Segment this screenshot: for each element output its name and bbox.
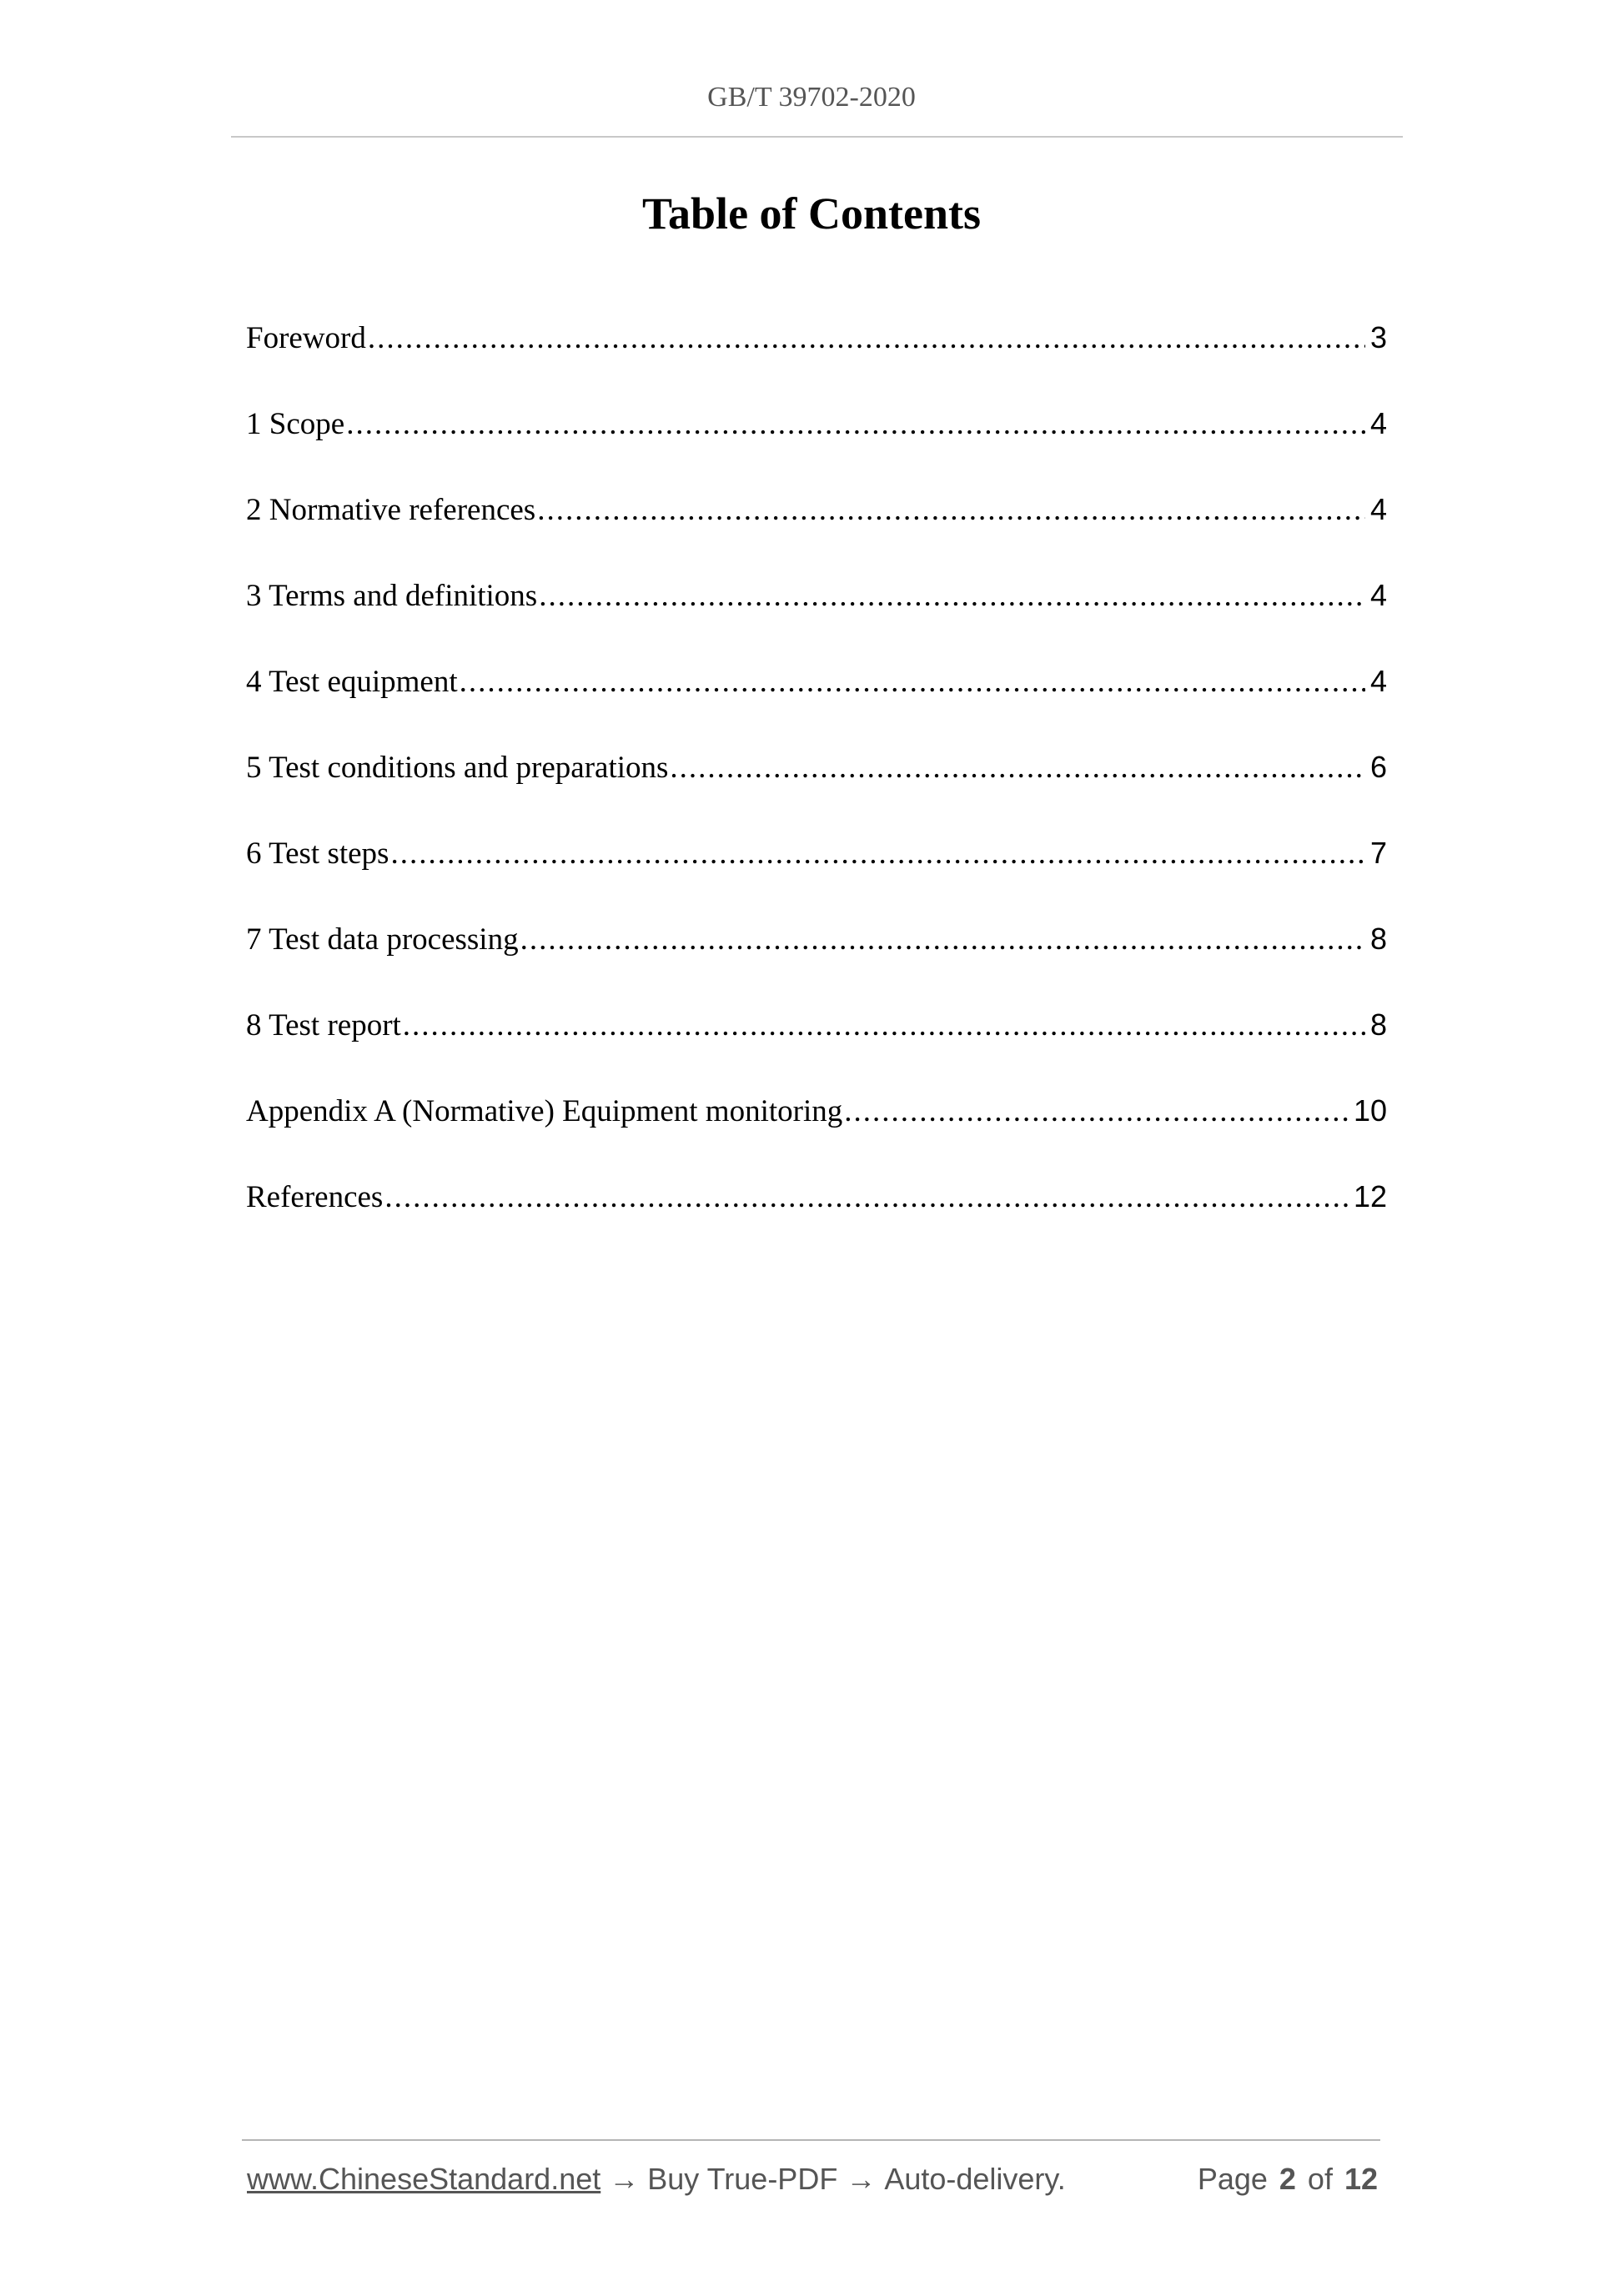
toc-entry-label[interactable]: Appendix A (Normative) Equipment monitoring: [246, 1094, 843, 1128]
footer-promo: [247, 2162, 1198, 2197]
toc-entry-label[interactable]: 3 Terms and definitions: [246, 579, 538, 613]
footer-divider: [242, 2139, 1380, 2141]
toc-dot-leader: [368, 320, 1365, 356]
toc-entry[interactable]: [246, 1007, 1387, 1093]
header-doc-id: GB/T 39702-2020: [707, 82, 916, 113]
page-indicator: [1198, 2162, 1378, 2197]
toc-entry[interactable]: [246, 836, 1387, 922]
toc-dot-leader: [403, 1007, 1365, 1043]
toc-entry-page: 7: [1369, 836, 1387, 870]
toc-entry[interactable]: [246, 406, 1387, 492]
toc-dot-leader: [520, 922, 1365, 957]
toc-dot-leader: [384, 1179, 1349, 1215]
toc-title: Table of Contents: [641, 188, 982, 239]
toc-dot-leader: [390, 836, 1365, 872]
toc-entry-label[interactable]: 2 Normative references: [246, 493, 536, 527]
total-pages-number: 12: [1344, 2162, 1378, 2196]
toc-entry[interactable]: [246, 664, 1387, 750]
toc-entry-label[interactable]: Foreword: [246, 321, 366, 355]
toc-entry[interactable]: [246, 320, 1387, 406]
toc-dot-leader: [844, 1093, 1349, 1129]
toc-entry[interactable]: [246, 1093, 1387, 1179]
toc-entry-page: 8: [1369, 922, 1387, 956]
toc-entry-label[interactable]: 1 Scope: [246, 407, 345, 441]
toc-entry-page: 10: [1353, 1093, 1387, 1128]
arrow-right-icon: →: [609, 2162, 640, 2196]
toc-entry-page: 4: [1369, 664, 1387, 698]
toc-entry-label[interactable]: 6 Test steps: [246, 837, 389, 871]
toc-entry-page: 4: [1369, 492, 1387, 526]
toc-entry[interactable]: [246, 750, 1387, 836]
auto-delivery-text: Auto-delivery.: [884, 2162, 1066, 2196]
toc-entry-label[interactable]: 8 Test report: [246, 1008, 401, 1042]
arrow-right-icon: →: [846, 2162, 877, 2196]
toc-entry[interactable]: [246, 1179, 1387, 1265]
toc-entry-page: 4: [1369, 406, 1387, 440]
toc-entry-label[interactable]: 4 Test equipment: [246, 665, 458, 699]
page-word: Page: [1197, 2162, 1268, 2196]
toc-entry[interactable]: [246, 578, 1387, 664]
toc-entry[interactable]: [246, 922, 1387, 1007]
header-divider: [231, 136, 1403, 138]
toc-dot-leader: [539, 578, 1365, 614]
website-link[interactable]: www.ChineseStandard.net: [247, 2162, 601, 2196]
toc-entry-page: 4: [1369, 578, 1387, 612]
toc-entry-label[interactable]: References: [246, 1180, 384, 1214]
toc-dot-leader: [670, 750, 1365, 786]
of-word: of: [1307, 2162, 1333, 2196]
toc-dot-leader: [537, 492, 1365, 528]
toc-entry-page: 6: [1369, 750, 1387, 784]
current-page-number: 2: [1279, 2162, 1296, 2196]
toc-entry-page: 3: [1369, 320, 1387, 354]
toc-entry-page: 12: [1353, 1179, 1387, 1213]
buy-true-pdf-text: Buy True-PDF: [647, 2162, 838, 2196]
toc-entry-page: 8: [1369, 1007, 1387, 1042]
toc-entry-label[interactable]: 7 Test data processing: [246, 922, 519, 957]
toc-entry[interactable]: [246, 492, 1387, 578]
toc-dot-leader: [346, 406, 1365, 442]
toc-entry-label[interactable]: 5 Test conditions and preparations: [246, 751, 669, 785]
footer: [247, 2162, 1378, 2197]
toc-list: [246, 320, 1387, 1265]
toc-dot-leader: [460, 664, 1365, 700]
